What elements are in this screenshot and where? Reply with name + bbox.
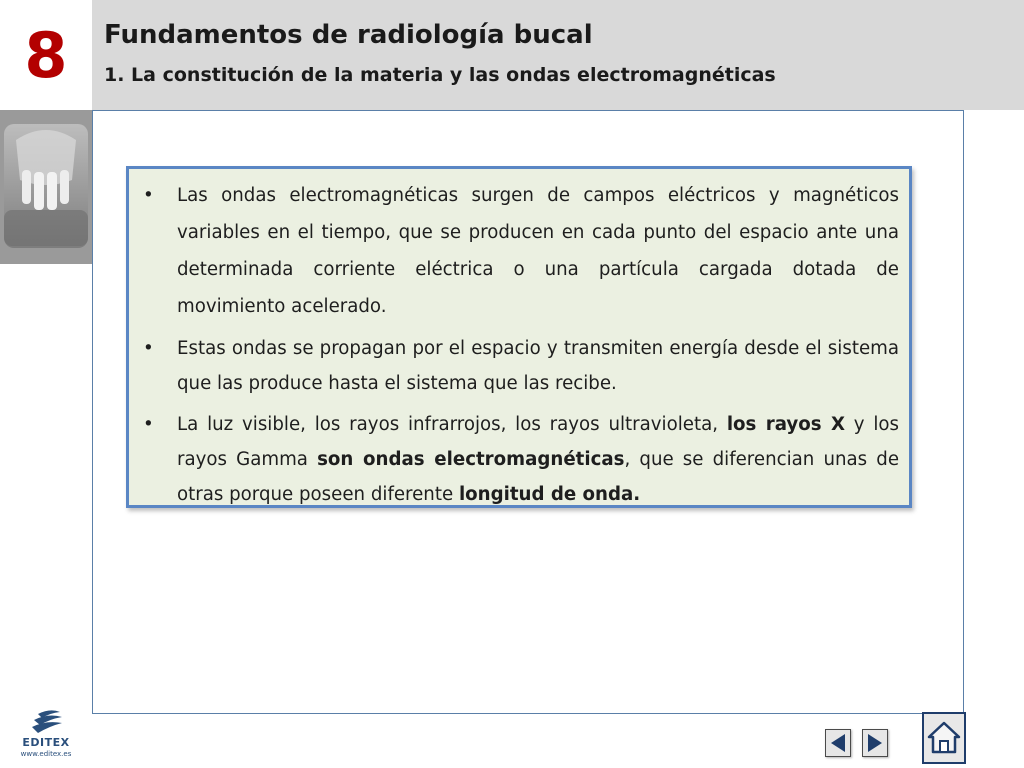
header-band <box>92 0 1024 110</box>
bullet-text: Estas ondas se propagan por el espacio y transmiten energía desde el sistema que las produce hasta el sistema que las recibe. <box>177 338 899 394</box>
bullet-text: La luz visible, los rayos infrarrojos, los rayos ultravioleta, <box>177 414 727 435</box>
bullet-item <box>139 407 899 512</box>
bold-text: son ondas electromagnéticas <box>317 449 625 470</box>
chapter-number: 8 <box>24 18 68 92</box>
bullet-item <box>139 331 899 401</box>
next-button[interactable] <box>862 729 888 757</box>
triangle-right-icon <box>863 730 887 756</box>
logo-text: EDITEX <box>22 736 70 749</box>
bullet-text: Las ondas electromagnéticas surgen de campos eléctricos y magnéticos variables en el tiempo, que se producen en cada punto del espacio ante una determinada corriente eléctrica o una partícula cargada dotada de movimiento acelerado. <box>177 185 899 317</box>
bullet-text: y los rayos Gamma <box>177 414 900 470</box>
dental-xray-image <box>0 110 92 264</box>
house-icon <box>926 720 962 756</box>
bullet-text: , que se diferencian unas de otras porque poseen diferente <box>177 449 900 505</box>
bullet-item <box>139 177 899 325</box>
bold-text: longitud de onda. <box>458 484 641 505</box>
page-title: Fundamentos de radiología bucal <box>104 20 593 50</box>
info-box <box>126 166 912 508</box>
page-subtitle: 1. La constitución de la materia y las ondas electromagnéticas <box>104 64 776 86</box>
editex-logo <box>14 708 78 760</box>
triangle-left-icon <box>826 730 850 756</box>
editex-logo-icon <box>14 708 78 736</box>
bullet-list <box>139 177 899 512</box>
bold-text: los rayos X <box>726 414 845 435</box>
home-button[interactable] <box>922 712 966 764</box>
previous-button[interactable] <box>825 729 851 757</box>
logo-url: www.editex.es <box>20 750 72 758</box>
